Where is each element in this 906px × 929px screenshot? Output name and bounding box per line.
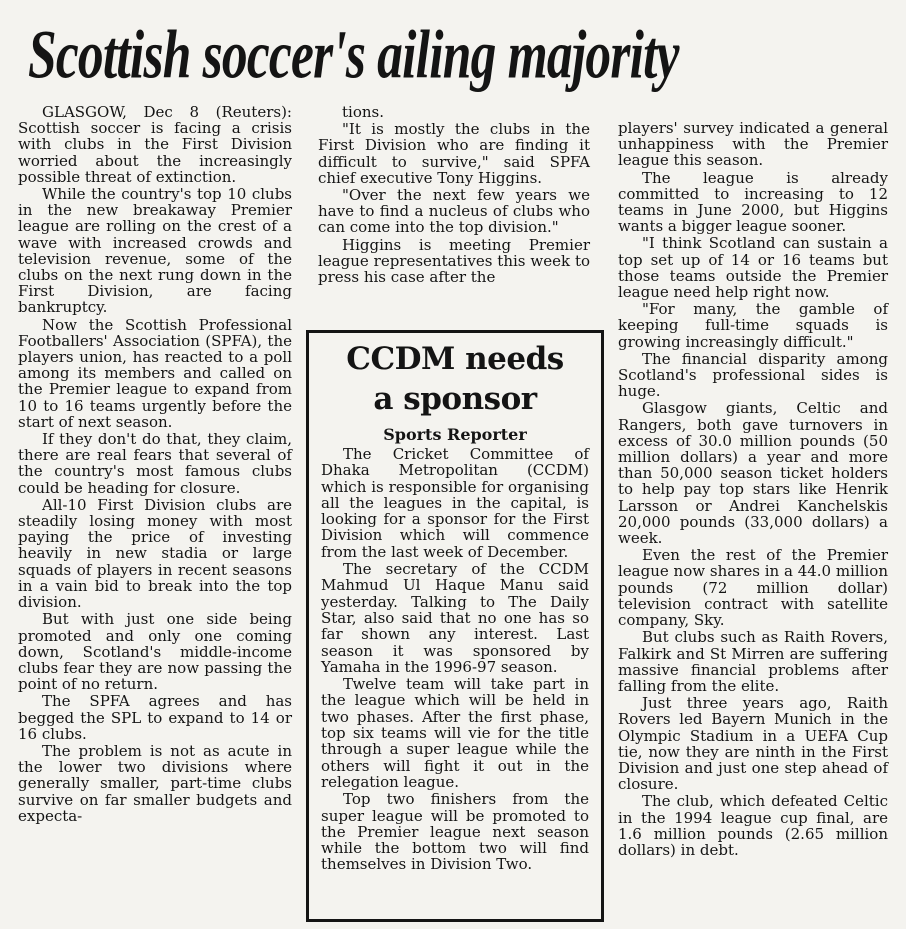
paragraph: "Over the next few years we have to find a nucleus of clubs who can come into the top division.": [318, 186, 590, 237]
paragraph: players' survey indicated a general unhappiness with the Premier league this season.: [618, 119, 888, 170]
paragraph: Even the rest of the Premier league now shares in a 44.0 million pounds (72 million dollar) television contract with satellite company, Sky.: [618, 546, 888, 630]
paragraph: "It is mostly the clubs in the First Division who are finding it difficult to survive," said SPFA chief executive Tony Higgins.: [318, 120, 590, 187]
paragraph: "I think Scotland can sustain a top set up of 14 or 16 teams but those teams outside the Premier league need help right now.: [618, 234, 888, 302]
paragraph: tions.: [342, 103, 384, 121]
paragraph: If they don't do that, they claim, there are real fears that several of the country's most famous clubs could be heading for closure.: [18, 430, 292, 497]
paragraph: The league is already committed to increasing to 12 teams in June 2000, but Higgins wants a bigger league sooner.: [618, 168, 888, 236]
paragraph: The Cricket Committee of Dhaka Metropolitan (CCDM) which is responsible for organising all the leagues in the capital, is looking for a sponsor for the First Division which will commence from the last week of December.: [321, 445, 589, 561]
sidebar-headline-line-2: a sponsor: [373, 381, 537, 417]
paragraph: GLASGOW, Dec 8 (Reuters): Scottish soccer is facing a crisis with clubs in the First Division worried about the increasingly possible threat of extinction.: [18, 103, 292, 186]
paragraph: Higgins is meeting Premier league representatives this week to press his case after the: [318, 235, 590, 287]
article-column-1: [18, 104, 292, 825]
sidebar-story-body: [321, 446, 589, 873]
paragraph: The secretary of the CCDM Mahmud Ul Haque Manu said yesterday. Talking to The Daily Star, also said that no one has so far shown any interest. Last season it was sponsored by Yamaha in the 1996-97 season.: [321, 560, 589, 676]
paragraph: "For many, the gamble of keeping full-time squads is growing increasingly difficult.": [618, 300, 888, 351]
paragraph: But clubs such as Raith Rovers, Falkirk and St Mirren are suffering massive financial problems after falling from the elite.: [618, 628, 888, 695]
paragraph: The problem is not as acute in the lower two divisions where generally smaller, part-time clubs survive on far smaller budgets and expecta-: [18, 741, 292, 825]
paragraph: All-10 First Division clubs are steadily losing money with most paying the price of investing heavily in new stadia or large squads of players in recent seasons in a vain bid to break into the top division.: [18, 495, 292, 612]
paragraph: Top two finishers from the super league will be promoted to the Premier league next season while the bottom two will find themselves in Division Two.: [321, 790, 589, 874]
sidebar-story-box: [306, 330, 604, 922]
paragraph: But with just one side being promoted and only one coming down, Scotland's middle-income clubs fear they are now passing the point of no return.: [18, 610, 292, 694]
sidebar-headline: [321, 339, 589, 419]
headline: Scottish soccer's ailing majority: [28, 16, 679, 94]
paragraph: Twelve team will take part in the league which will be held in two phases. After the first phase, top six teams will vie for the title through a super league while the others will fight it out in the relegation league.: [321, 675, 589, 791]
paragraph: Just three years ago, Raith Rovers led Bayern Munich in the Olympic Stadium in a UEFA Cup tie, now they are ninth in the First Division and just one step ahead of closure.: [618, 694, 888, 794]
byline: Sports Reporter: [383, 425, 527, 444]
paragraph: The SPFA agrees and has begged the SPL to expand to 14 or 16 clubs.: [18, 692, 292, 743]
paragraph: The club, which defeated Celtic in the 1994 league cup final, are 1.6 million pounds (2.65 million dollars) in debt.: [618, 792, 888, 859]
article-column-3: [618, 120, 888, 859]
paragraph: While the country's top 10 clubs in the new breakaway Premier league are rolling on the crest of a wave with increased crowds and television revenue, some of the clubs on the next rung down in the First Division, are facing bankruptcy.: [18, 185, 292, 317]
sidebar-headline-line-1: CCDM needs: [346, 341, 564, 377]
paragraph: Glasgow giants, Celtic and Rangers, both gave turnovers in excess of 30.0 million pounds (50 million dollars) a year and more than 50,000 season ticket holders to help pay top stars like Henrik Larsson or Andrei Kanchelskis 20,000 pounds (33,000 dollars) a week.: [618, 399, 888, 548]
paragraph: Now the Scottish Professional Footballers' Association (SPFA), the players union, has reacted to a poll among its members and called on the Premier league to expand from 10 to 16 teams urgently before the start of next season.: [18, 315, 292, 431]
article-column-2: [318, 104, 590, 286]
paragraph: The financial disparity among Scotland's professional sides is huge.: [618, 349, 888, 401]
